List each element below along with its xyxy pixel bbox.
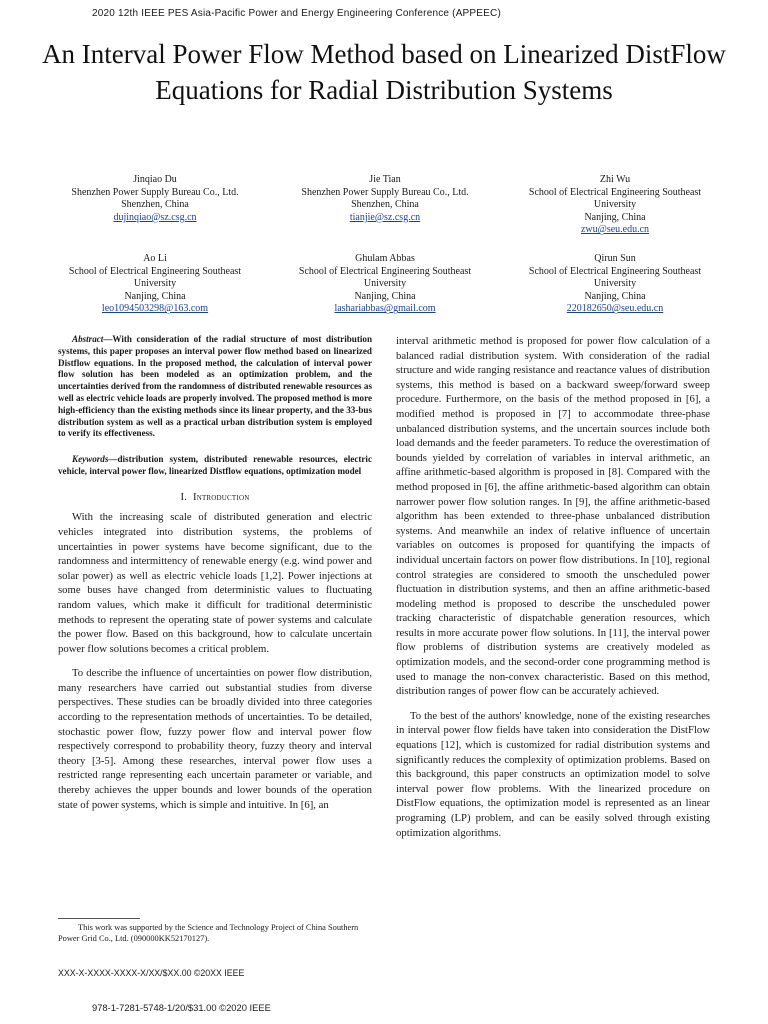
author-row	[40, 174, 730, 237]
paragraph: To describe the influence of uncertainties on power flow distribution, many researchers have carried out substantial studies from diverse perspectives. These studies can be broadly divided into three categories according to the representation methods of uncertainties. To be detailed, stochastic power flow, fuzzy power flow and interval power flow respectively correspond to probability theory, fuzzy theory and interval theory [3-5]. Among these researches, interval power flow uses a restricted range representing each uncertain parameter or variable, and thereby achieves the upper bounds and lower bounds of the operation state of power systems, which is simple and intuitive. In [6], an	[58, 667, 372, 811]
copyright-placeholder: XXX-X-XXXX-XXXX-X/XX/$XX.00 ©20XX IEEE	[58, 968, 245, 978]
right-column	[396, 334, 710, 840]
author-city: Nanjing, China	[584, 290, 646, 302]
author-name: Qirun Sun	[594, 253, 636, 264]
author-affiliation: School of Electrical Engineering Southeast University	[298, 265, 472, 290]
author-email[interactable]: leo1094503298@163.com	[101, 303, 209, 315]
keywords-label: Keywords—	[72, 454, 118, 465]
author-name: Ghulam Abbas	[355, 253, 415, 264]
keywords	[58, 454, 372, 478]
author-affiliation: School of Electrical Engineering Southeast University	[528, 186, 702, 211]
paragraph: With the increasing scale of distributed generation and electric vehicles integrated into distribution systems, the problems of uncertainties in power systems have become significant, due to the randomness and intermittency of renewable energy (e.g. wind power and solar power) as well as electric vehicle loads [1,2]. Power injections at some buses have changed from deterministic values to fluctuating random values, which make it difficult for traditional deterministic methods to represent the operating state of power systems and calculate the power flow. Based on this background, how to calculate uncertain power flow solutions becomes a critical problem.	[58, 511, 372, 655]
conference-header: 2020 12th IEEE PES Asia-Pacific Power and Energy Engineering Conference (APPEEC)	[92, 8, 501, 19]
author-row	[40, 253, 730, 316]
author-email[interactable]: lashariabbas@gmail.com	[334, 303, 436, 315]
author-block	[500, 253, 730, 316]
author-name: Jinqiao Du	[133, 174, 177, 185]
paper-title: An Interval Power Flow Method based on Linearized DistFlow Equations for Radial Distribution Systems	[42, 39, 726, 105]
author-affiliation: School of Electrical Engineering Southeast University	[528, 265, 702, 290]
abstract	[58, 334, 372, 440]
keywords-text: distribution system, distributed renewable resources, electric vehicle, interval power flow, linearized Distflow equations, optimization model	[58, 454, 372, 476]
author-block	[270, 253, 500, 316]
author-city: Shenzhen, China	[351, 199, 419, 211]
author-block	[40, 174, 270, 237]
section-heading	[58, 490, 372, 505]
author-email[interactable]: tianjie@sz.csg.cn	[349, 211, 421, 223]
author-affiliation: Shenzhen Power Supply Bureau Co., Ltd.	[301, 186, 469, 198]
author-name: Ao Li	[143, 253, 167, 264]
abstract-text: With consideration of the radial structure of most distribution systems, this paper proposes an interval power flow method based on linearized Distflow equations. In the proposed method, the calculation of interval power flow solution has been modeled as an optimization problem, and the uncertainties derived from the randomness of distributed renewable resources as well as electric vehicle loads are properly involved. The proposed method is more high-efficiency than the existing methods since its linear property, and the 33-bus distribution system as well as a practical urban distribution system is employed to verify its effectiveness.	[58, 334, 372, 439]
author-affiliation: Shenzhen Power Supply Bureau Co., Ltd.	[71, 186, 239, 198]
author-city: Shenzhen, China	[121, 199, 189, 211]
author-email[interactable]: zwu@seu.edu.cn	[580, 224, 650, 236]
author-email[interactable]: dujinqiao@sz.csg.cn	[113, 211, 197, 223]
author-email[interactable]: 220182650@seu.edu.cn	[566, 303, 664, 315]
author-city: Nanjing, China	[584, 211, 646, 223]
isbn-line: 978-1-7281-5748-1/20/$31.00 ©2020 IEEE	[92, 1002, 271, 1013]
section-title: Introduction	[192, 490, 250, 503]
author-name: Jie Tian	[369, 174, 401, 185]
abstract-label: Abstract—	[72, 334, 113, 344]
left-column	[58, 334, 372, 812]
author-block	[40, 253, 270, 316]
author-affiliation: School of Electrical Engineering Southeast University	[68, 265, 242, 290]
author-city: Nanjing, China	[124, 290, 186, 302]
paragraph: To the best of the authors' knowledge, none of the existing researches in interval power flow fields have taken into consideration the DistFlow equations [12], which is customized for radial distribution systems and significantly reduces the complexity of optimization problems. Based on this background, this paper constructs an optimization model to solve interval power flow problems. With the linearized procedure on DistFlow equations, the optimization model is represented as an linear programing (LP) problem, and can be easily solved through existing optimization algorithms.	[396, 709, 710, 839]
paragraph: interval arithmetic method is proposed for power flow calculation of a balanced radial distribution system. With consideration of the radial structure and wide ranging resistance and reactance values of distribution systems, this method is based on a backward sweep/forward sweep procedure. Furthermore, on the basis of the method proposed in [6], a modified method is proposed in [7] to accommodate three-phase unbalanced distribution systems, and the uncertain sources include both load demands and the feeder parameters. To reduce the overestimation of bounds yielded by correlation of variables in interval arithmetic, an affine arithmetic-based algorithm is proposed in [8]. Compared with the method proposed in [6], the affine arithmetic-based algorithm can obtain narrower power flow solution ranges. In [9], the affine arithmetic-based algorithm has been extended to three-phase unbalanced distribution systems. And meanwhile an index of relative influence of uncertain variables on outcomes is proposed for quantifying the impacts of individual uncertain factors on power flow distributions. In [10], regional control strategies are considered to smooth the unscheduled power fluctuation in distribution systems, and then an affine arithmetic-based modeling method is proposed to describe the unscheduled power tracking characteristic of dispatchable generation resources, which results in more accurate power flow solutions. In [11], the interval power flow problems of distribution systems are creatively modeled as optimization models, and the second-order cone programming method is used to manage the non-convex characteristic. Based on this method, distribution ranges of power flow can be accurately achieved.	[396, 335, 710, 698]
section-number: I.	[180, 490, 188, 503]
author-block	[500, 174, 730, 237]
author-block	[270, 174, 500, 237]
funding-footnote: This work was supported by the Science and Technology Project of China Southern Power Grid Co., Ltd. (090000KK52170127).	[58, 923, 359, 943]
footnote-divider	[58, 918, 140, 919]
author-city: Nanjing, China	[354, 290, 416, 302]
author-name: Zhi Wu	[599, 174, 631, 185]
